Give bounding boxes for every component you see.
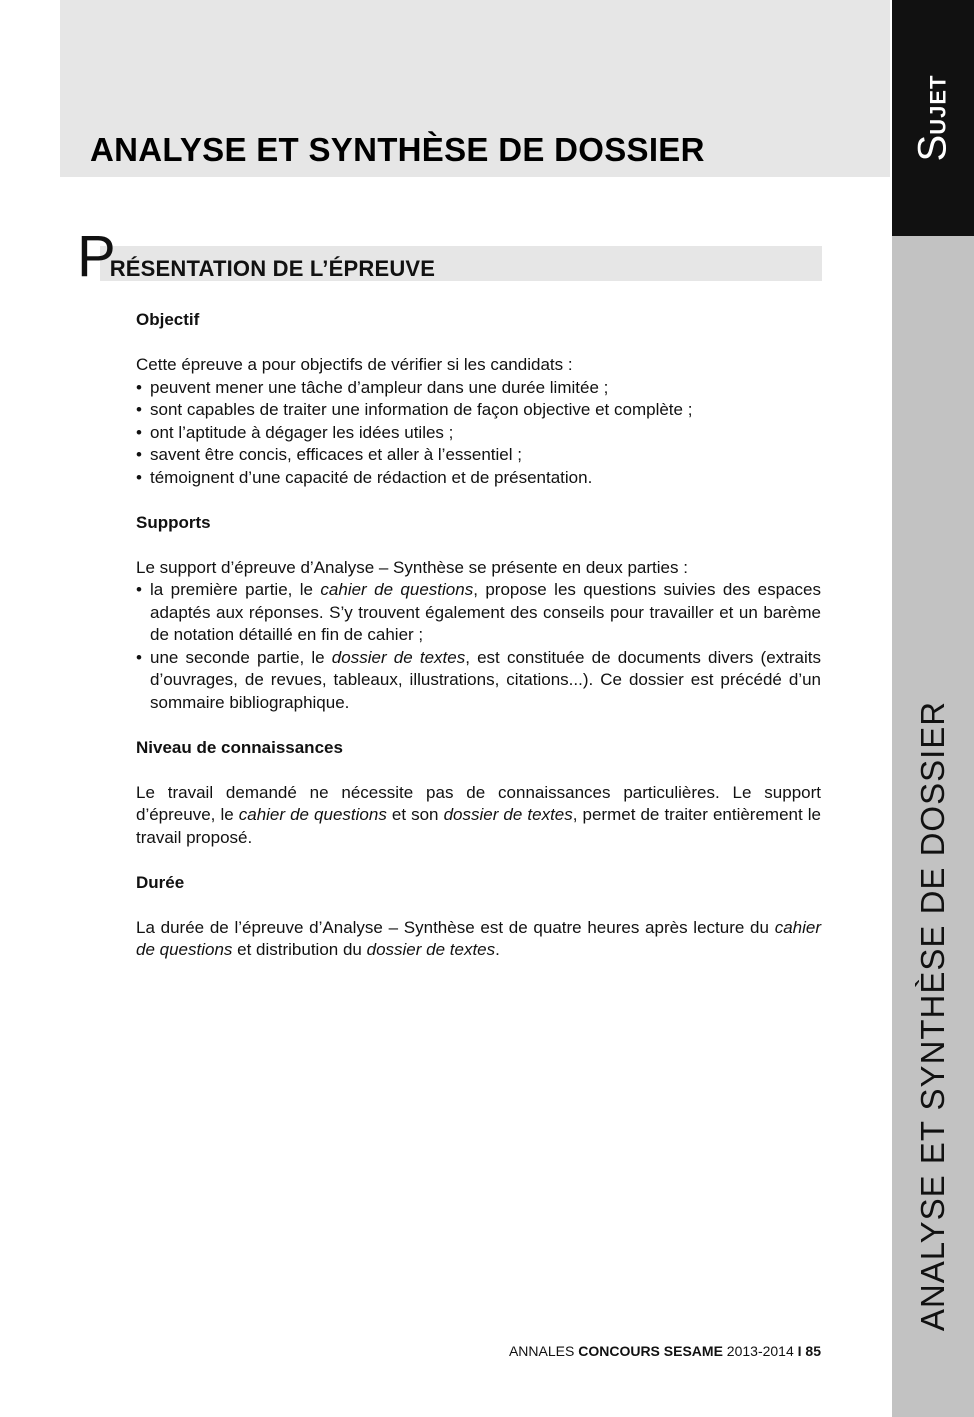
list-item: • savent être concis, efficaces et aller à l’essentiel ; <box>136 444 821 467</box>
niveau-paragraph <box>136 782 821 850</box>
objectif-intro: Cette épreuve a pour objectifs de vérifier si les candidats : <box>136 355 573 374</box>
emphasis-text: dossier de textes <box>331 647 466 667</box>
footer-year: 2013-2014 <box>722 1343 798 1359</box>
text-run: la première partie, le <box>150 580 321 599</box>
section-title <box>77 224 436 289</box>
text-run: , est constituée de documents divers (extraits d’ouvrages, de revues, tableaux, illustrations, citations...). Ce dossier est précédé d’un sommaire bibliographique. <box>150 647 821 712</box>
footer-prefix: ANNALES <box>508 1343 579 1359</box>
text-run: La durée de l’épreuve d’Analyse – Synthèse est de quatre heures après lecture du <box>136 917 775 937</box>
page-footer <box>509 1343 821 1359</box>
heading-objectif: Objectif <box>136 310 200 329</box>
heading-supports: Supports <box>136 512 211 532</box>
list-item: • sont capables de traiter une information de façon objective et complète ; <box>136 399 821 422</box>
list-item <box>136 647 821 715</box>
supports-list <box>136 579 821 714</box>
emphasis-text: cahier de questions <box>320 580 474 599</box>
sidebar-tab-rest: UJET <box>925 74 951 135</box>
page-number: 85 <box>801 1343 821 1359</box>
list-item <box>136 579 821 647</box>
sidebar-tab-initial: S <box>910 134 955 162</box>
emphasis-text: cahier de questions <box>136 917 821 959</box>
sidebar-tab-label <box>911 75 956 162</box>
text-run: et distribution du <box>232 940 367 959</box>
text-run: , permet de traiter entièrement le travail proposé. <box>136 805 822 847</box>
section-initial: P <box>77 224 116 289</box>
list-item: • peuvent mener une tâche d’ampleur dans une durée limitée ; <box>136 377 821 400</box>
footer-brand: CONCOURS SESAME <box>578 1343 723 1359</box>
section-title-rest: RÉSENTATION DE L’ÉPREUVE <box>109 256 436 281</box>
list-item: • témoignent d’une capacité de rédaction et de présentation. <box>136 467 821 490</box>
footer-separator: I <box>797 1343 802 1359</box>
text-run: Le travail demandé ne nécessite pas de connaissances particulières. Le support d’épreuve, le <box>136 782 821 824</box>
page-title: ANALYSE ET SYNTHÈSE DE DOSSIER <box>90 131 705 168</box>
text-run: et son <box>386 805 444 824</box>
text-run: . <box>495 940 500 959</box>
duree-paragraph <box>136 917 821 962</box>
heading-duree: Durée <box>136 872 185 892</box>
objectif-list <box>136 377 821 490</box>
sidebar-vertical-title: ANALYSE ET SYNTHÈSE DE DOSSIER <box>914 700 951 1332</box>
emphasis-text: cahier de questions <box>238 805 387 824</box>
emphasis-text: dossier de textes <box>366 940 496 959</box>
heading-niveau: Niveau de connaissances <box>136 737 343 757</box>
emphasis-text: dossier de textes <box>443 805 573 824</box>
list-item: • ont l’aptitude à dégager les idées utiles ; <box>136 422 821 445</box>
text-run: , propose les questions suivies des espaces adaptés aux réponses. S’y trouvent également des conseils pour travailler et un barème de notation détaillé en fin de cahier ; <box>150 580 821 644</box>
body-content <box>136 309 821 962</box>
supports-intro: Le support d’épreuve d’Analyse – Synthèse se présente en deux parties : <box>136 557 688 577</box>
text-run: une seconde partie, le <box>150 647 332 667</box>
